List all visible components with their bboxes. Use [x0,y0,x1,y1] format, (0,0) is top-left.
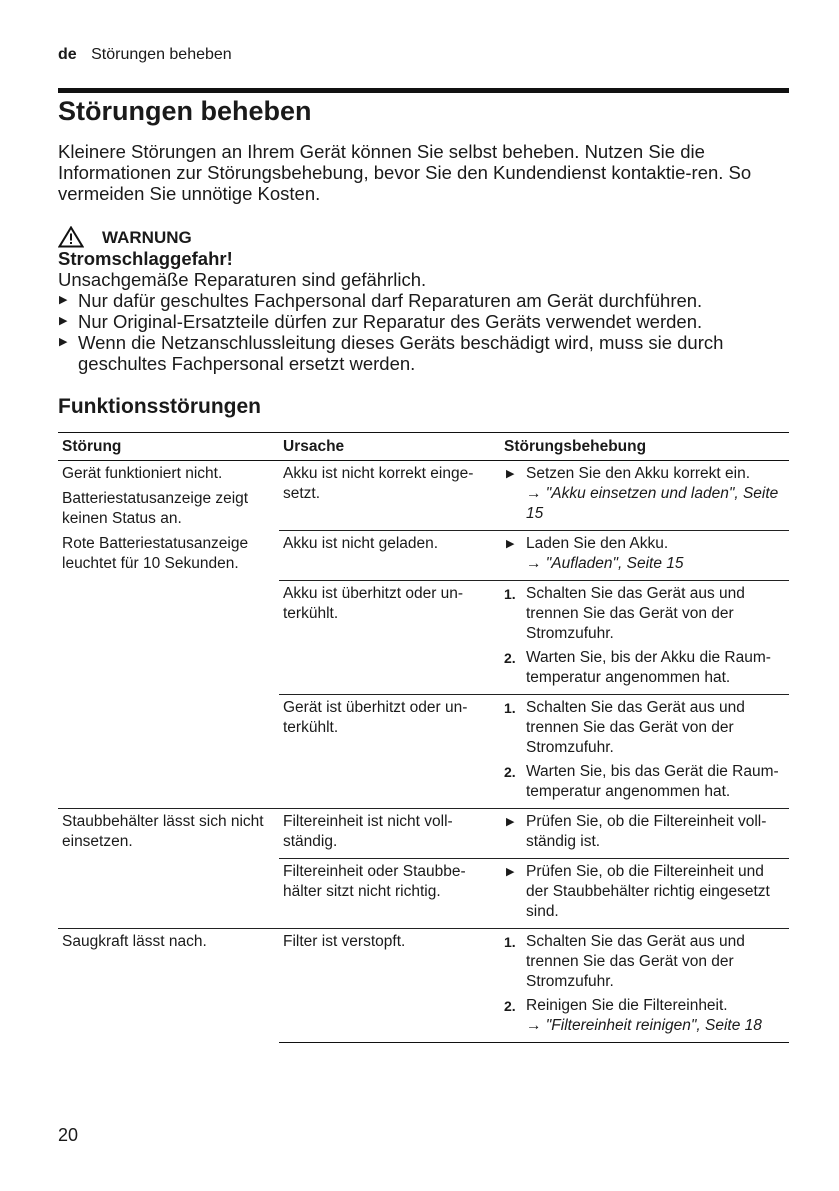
ursache-cell: Akku ist nicht geladen. [279,531,500,581]
behebung-cell: 1. Schalten Sie das Gerät aus und trennen Sie das Gerät von der Stromzufuhr. 2. Warten Sie, bis das Gerät die Raum-temperatur angenommen hat. [500,695,789,809]
intro-paragraph: Kleinere Störungen an Ihrem Gerät können Sie selbst beheben. Nutzen Sie die Informationen zur Störungsbehebung, bevor Sie den Kundendienst kontaktie-ren. So vermeiden Sie unnötige Kosten. [58,141,752,204]
bullet-triangle-icon: ▶ [506,468,515,480]
warning-title [58,226,789,248]
bullet-triangle-icon: ▶ [59,294,68,306]
header-section: Störungen beheben [91,46,232,63]
behebung-cell: ▶ Prüfen Sie, ob die Filtereinheit und der Staubbehälter richtig eingesetzt sind. [500,859,789,929]
bullet-triangle-icon: ▶ [59,336,68,348]
bullet-triangle-icon: ▶ [59,315,68,327]
ursache-cell: Filtereinheit oder Staubbe-hälter sitzt nicht richtig. [279,859,500,929]
warning-box [58,226,789,374]
troubleshooting-table [58,432,789,1043]
warning-triangle-icon [58,226,84,248]
warning-subtitle: Stromschlaggefahr! [58,248,233,269]
column-header-stoerung: Störung [58,433,279,461]
column-header-behebung: Störungsbehebung [500,433,789,461]
warning-list-item: ▶ Nur Original-Ersatzteile dürfen zur Reparatur des Geräts verwendet werden. [59,311,703,332]
cross-reference: → "Filtereinheit reinigen", Seite 18 [526,1017,762,1034]
header-rule [58,88,789,93]
bullet-triangle-icon: ▶ [506,538,515,550]
column-header-ursache: Ursache [279,433,500,461]
page-title: Störungen beheben [58,96,312,126]
stoerung-cell: Gerät funktioniert nicht. Batteriestatusanzeige zeigt keinen Status an. Rote Batteriestatusanzeige leuchtet für 10 Sekunden. [62,465,249,572]
behebung-cell: 1. Schalten Sie das Gerät aus und trennen Sie das Gerät von der Stromzufuhr. 2. Warten Sie, bis der Akku die Raum-temperatur angenommen hat. [500,581,789,695]
behebung-cell: ▶ Laden Sie den Akku. → "Aufladen", Seite 15 [500,531,789,581]
stoerung-cell: Staubbehälter lässt sich nicht einsetzen. [58,809,279,929]
warning-list [58,290,789,374]
behebung-cell: 1. Schalten Sie das Gerät aus und trennen Sie das Gerät von der Stromzufuhr. 2. Reinigen Sie die Filtereinheit. → "Filtereinheit reinigen", Seite 18 [500,929,789,1043]
ursache-cell: Akku ist überhitzt oder un-terkühlt. [279,581,500,695]
language-code: de [58,46,77,63]
table-row [58,461,789,531]
ursache-cell: Filter ist verstopft. [279,929,500,1043]
cross-reference: → "Aufladen", Seite 15 [526,555,684,572]
section-title: Funktionsstörungen [58,395,261,418]
bullet-triangle-icon: ▶ [506,816,515,828]
warning-label: WARNUNG [102,227,192,247]
warning-text: Unsachgemäße Reparaturen sind gefährlich. [58,269,427,290]
stoerung-cell: Saugkraft lässt nach. [58,929,279,1043]
table-header-row [58,433,789,461]
bullet-triangle-icon: ▶ [506,866,515,878]
cross-reference: → "Akku einsetzen und laden", Seite 15 [526,485,779,522]
ursache-cell: Filtereinheit ist nicht voll-ständig. [279,809,500,859]
ursache-cell: Gerät ist überhitzt oder un-terkühlt. [279,695,500,809]
table-row [58,809,789,859]
table-row [58,929,789,1043]
warning-list-item: ▶ Nur dafür geschultes Fachpersonal darf Reparaturen am Gerät durchführen. [59,290,703,311]
page-number: 20 [58,1125,79,1145]
warning-list-item: ▶ Wenn die Netzanschlussleitung dieses Geräts beschädigt wird, muss sie durch geschultes Fachpersonal ersetzt werden. [59,332,724,374]
behebung-cell: ▶ Setzen Sie den Akku korrekt ein. → "Akku einsetzen und laden", Seite 15 [506,465,779,522]
running-header [58,46,232,64]
ursache-cell: Akku ist nicht korrekt einge-setzt. [283,465,474,502]
behebung-cell: ▶ Prüfen Sie, ob die Filtereinheit voll-ständig ist. [500,809,789,859]
